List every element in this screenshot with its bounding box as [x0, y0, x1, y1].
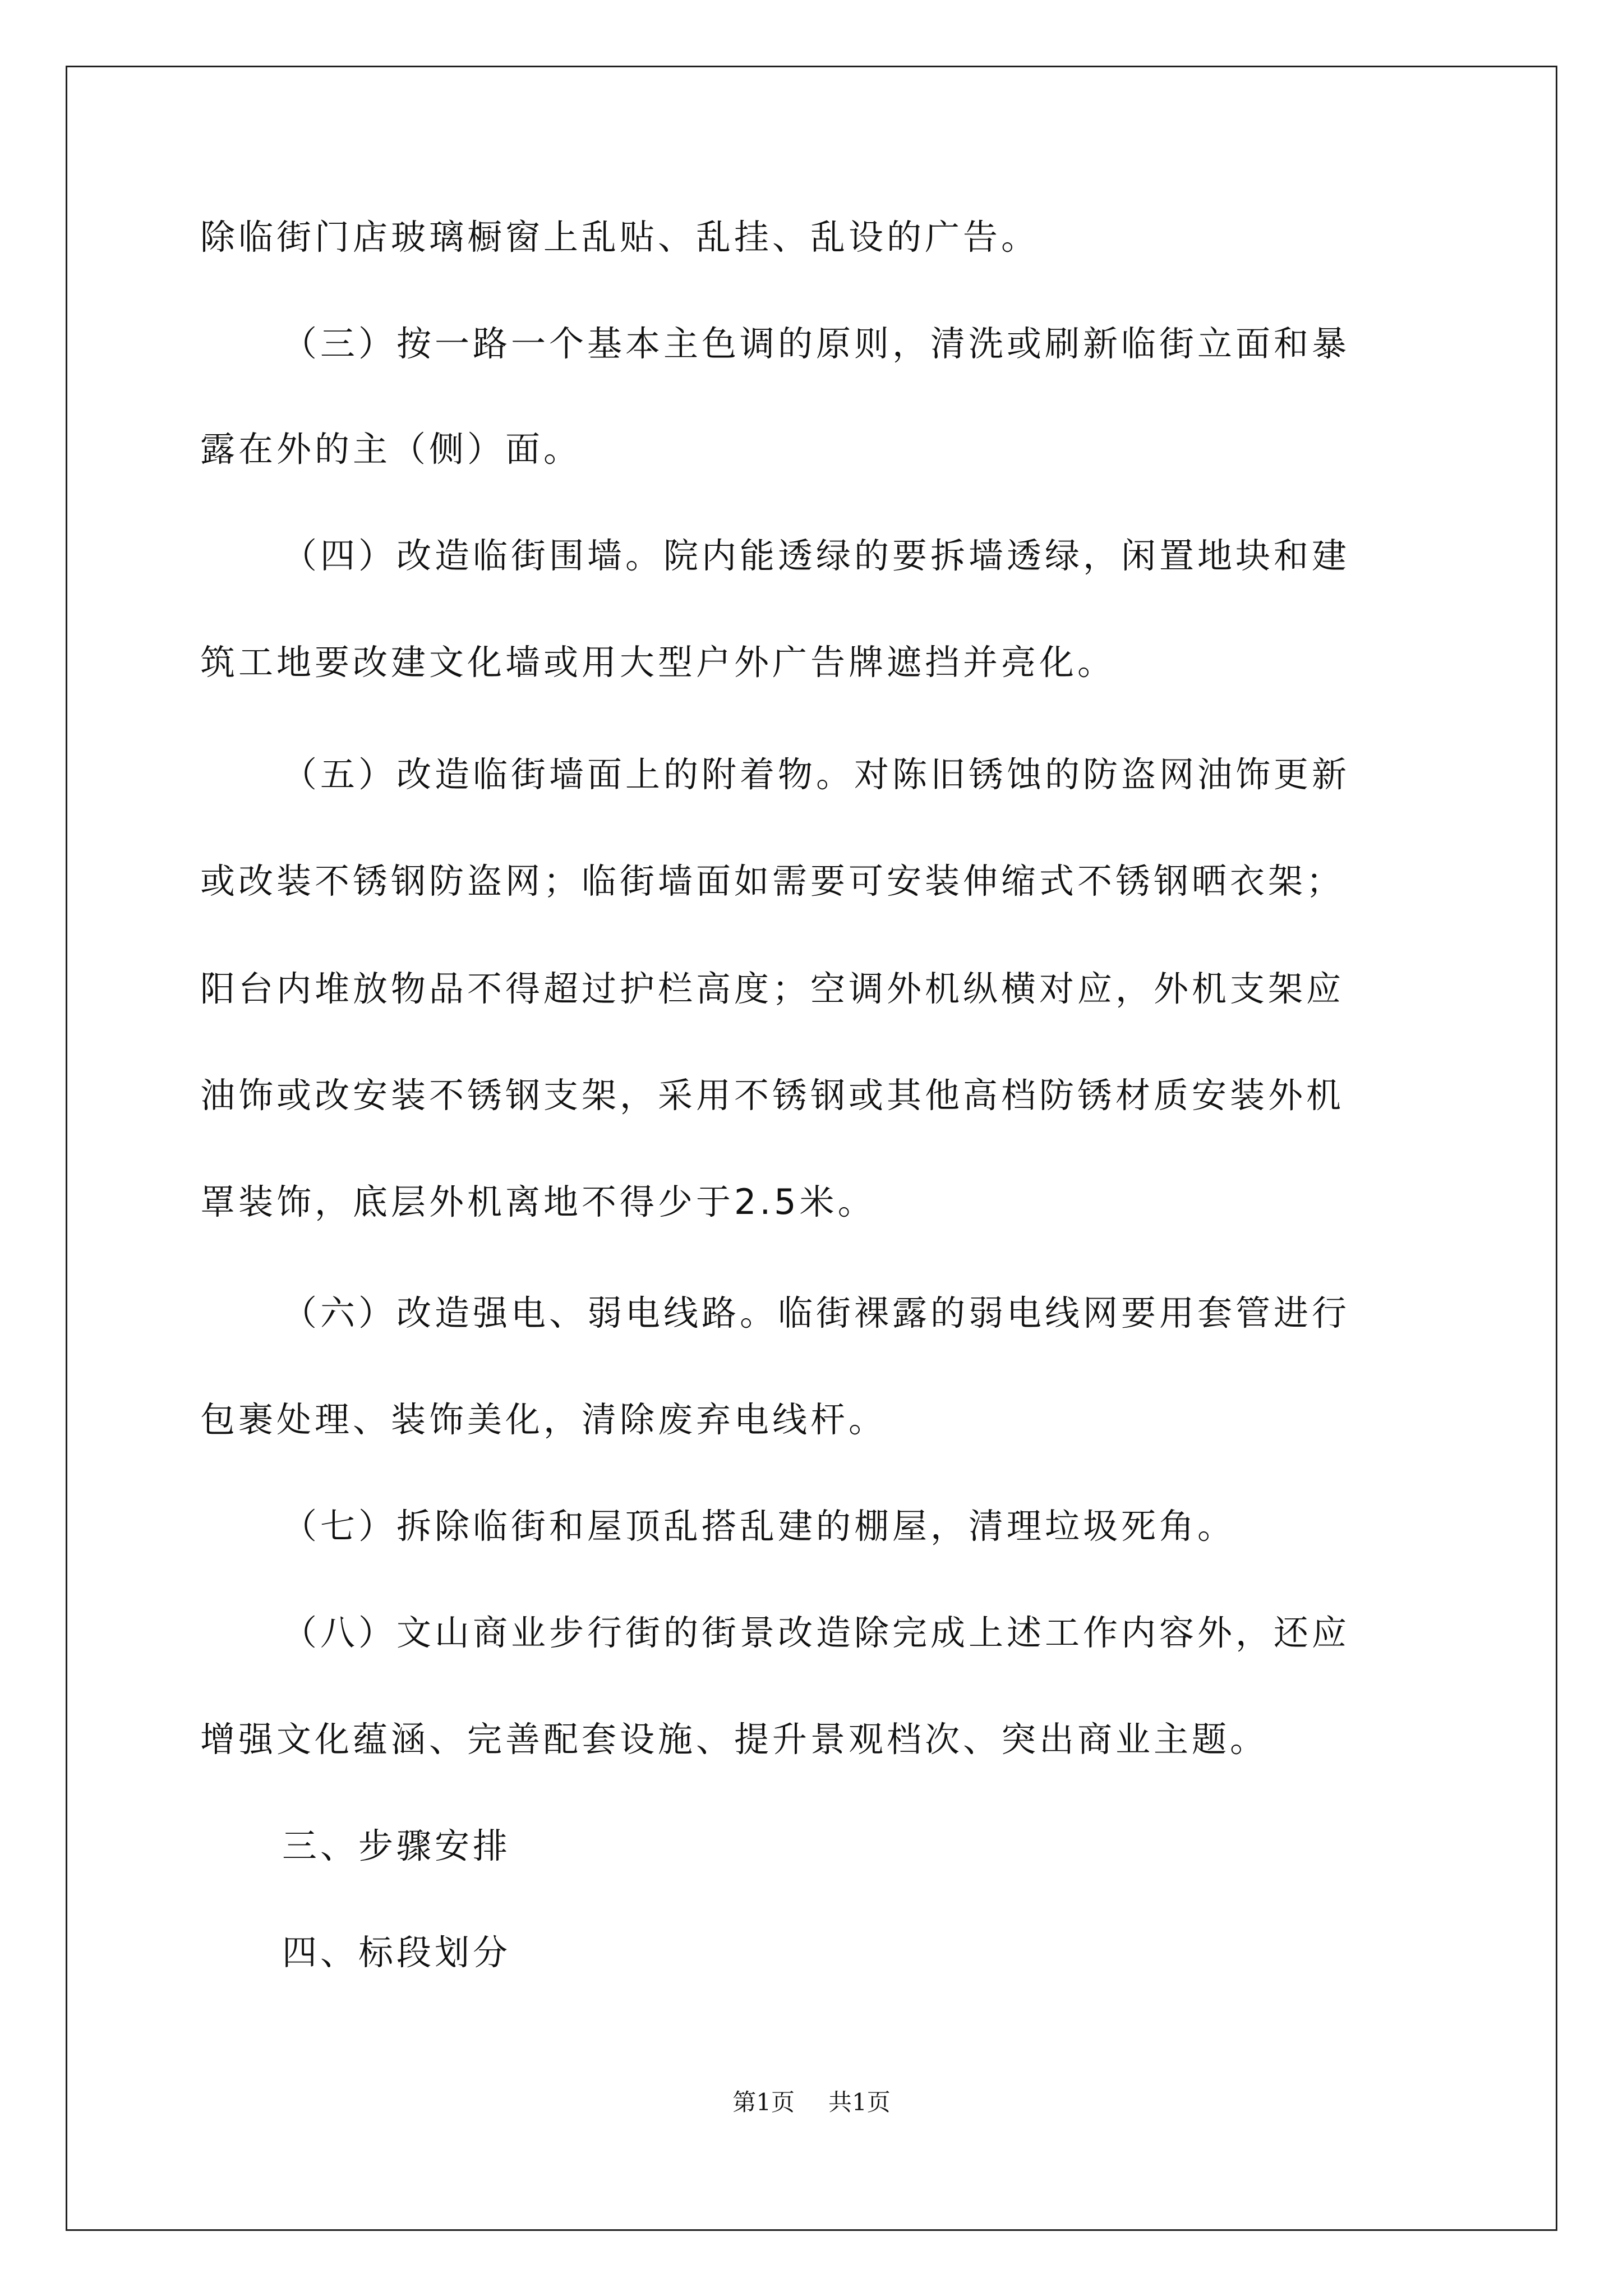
paragraph-line: （七）拆除临街和屋顶乱搭乱建的棚屋，清理垃圾死角。 — [282, 1506, 1236, 1547]
paragraph-line: 包裹处理、装饰美化，清除废弃电线杆。 — [200, 1399, 887, 1440]
paragraph-line: 增强文化蕴涵、完善配套设施、提升景观档次、突出商业主题。 — [200, 1719, 1269, 1760]
section-heading: 三、步骤安排 — [282, 1825, 511, 1866]
paragraph-line: 筑工地要改建文化墙或用大型户外广告牌遮挡并亮化。 — [200, 642, 1116, 683]
page-footer — [0, 2087, 1623, 2118]
paragraph-line: 罩装饰，底层外机离地不得少于2.5米。 — [200, 1181, 876, 1222]
paragraph-line: 油饰或改安装不锈钢支架，采用不锈钢或其他高档防锈材质安装外机 — [200, 1075, 1345, 1116]
paragraph-line: （四）改造临街围墙。院内能透绿的要拆墙透绿，闲置地块和建 — [282, 535, 1350, 576]
paragraph-line: 除临街门店玻璃橱窗上乱贴、乱挂、乱设的广告。 — [200, 217, 1040, 257]
page-total: 共1页 — [828, 2088, 891, 2116]
paragraph-line: 或改装不锈钢防盗网；临街墙面如需要可安装伸缩式不锈钢晒衣架； — [200, 861, 1345, 901]
paragraph-line: 露在外的主（侧）面。 — [200, 429, 582, 470]
paragraph-line: 阳台内堆放物品不得超过护栏高度；空调外机纵横对应，外机支架应 — [200, 968, 1345, 1009]
paragraph-line: （五）改造临街墙面上的附着物。对陈旧锈蚀的防盗网油饰更新 — [282, 754, 1350, 795]
section-heading: 四、标段划分 — [282, 1932, 511, 1973]
paragraph-line: （三）按一路一个基本主色调的原则，清洗或刷新临街立面和暴 — [282, 323, 1350, 364]
page-border — [66, 66, 1557, 2231]
paragraph-line: （八）文山商业步行街的街景改造除完成上述工作内容外，还应 — [282, 1612, 1350, 1653]
page-number: 第1页 — [732, 2088, 795, 2116]
paragraph-line: （六）改造强电、弱电线路。临街裸露的弱电线网要用套管进行 — [282, 1292, 1350, 1333]
